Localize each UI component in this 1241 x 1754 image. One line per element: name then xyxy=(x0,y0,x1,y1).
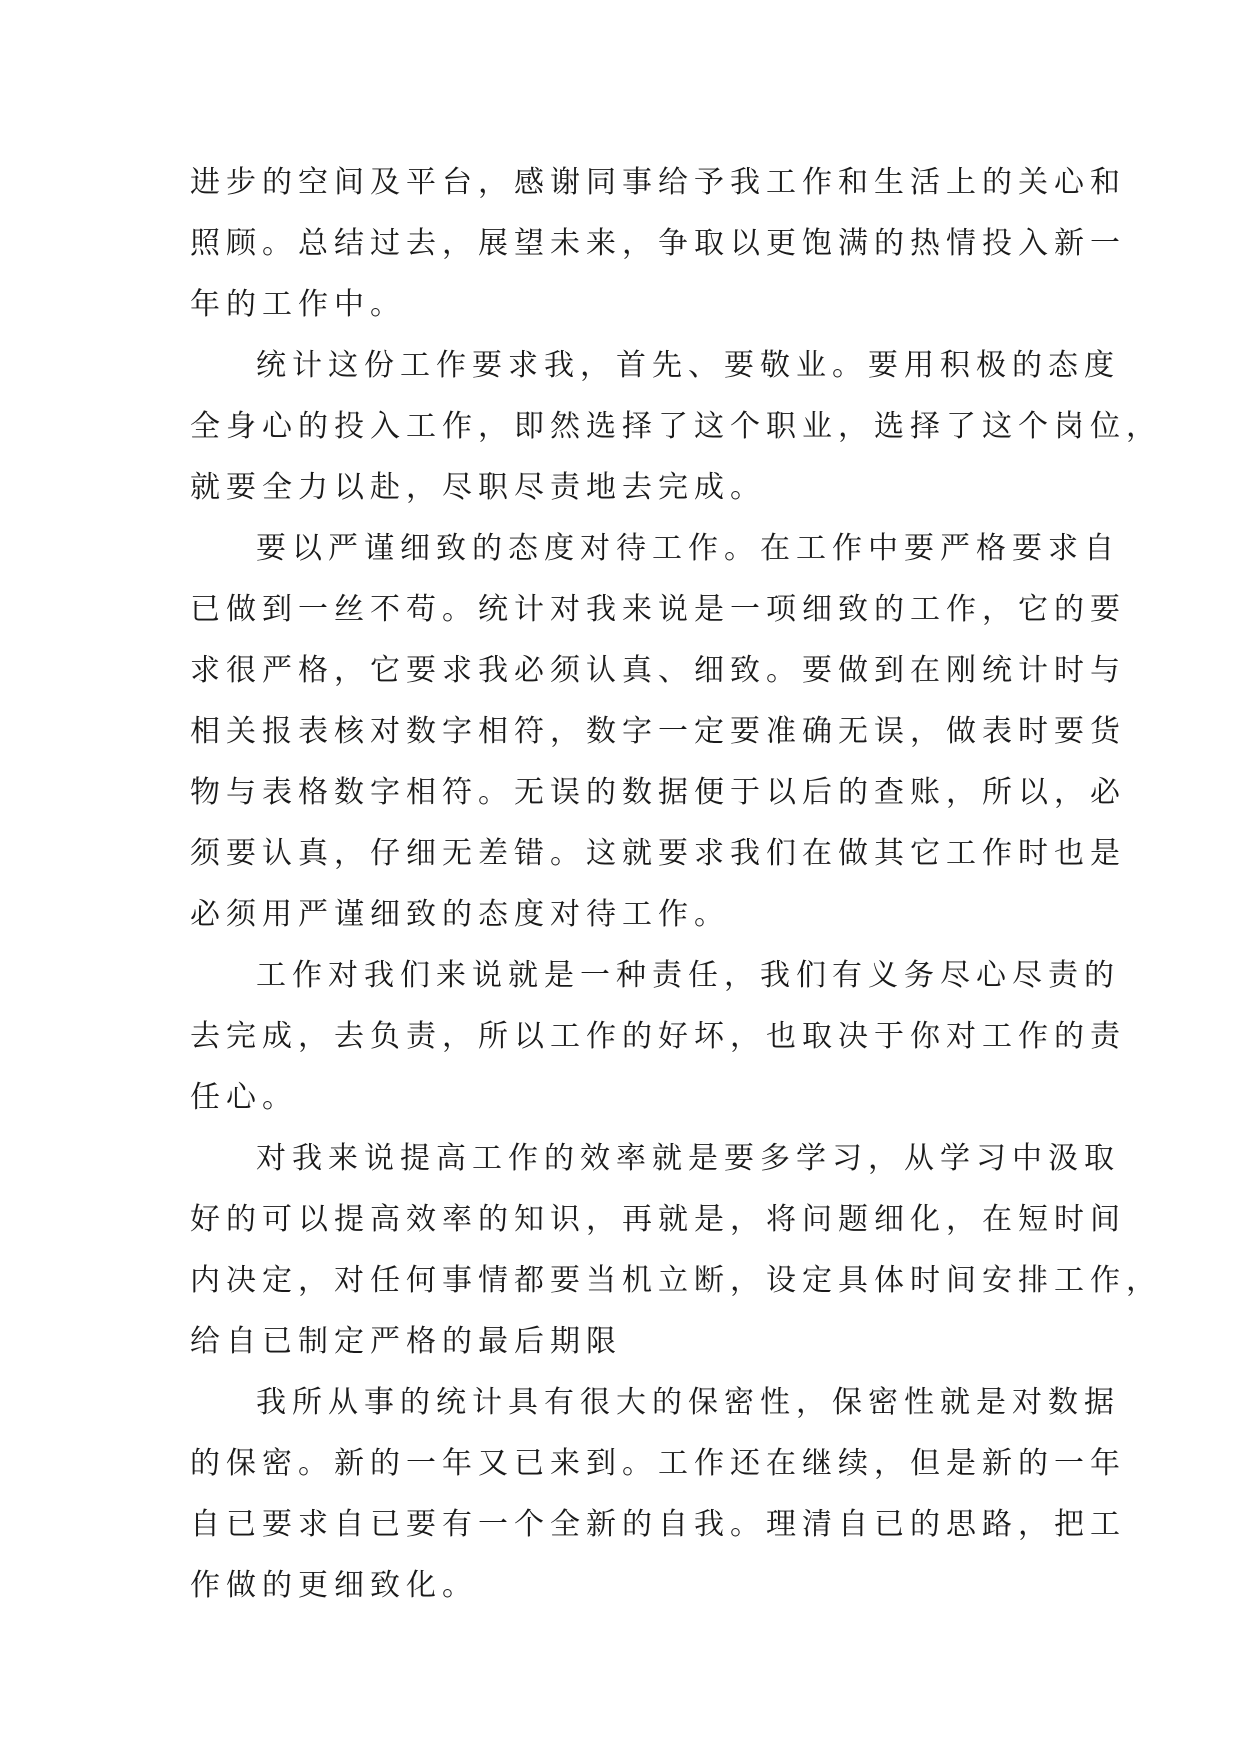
paragraph-first-line: 工作对我们来说就是一种责任，我们有义务尽心尽责的 xyxy=(256,958,1120,993)
text-line: 照顾。总结过去，展望未来，争取以更饱满的热情投入新一 xyxy=(190,226,1126,261)
paragraph-first-line: 对我来说提高工作的效率就是要多学习，从学习中汲取 xyxy=(256,1141,1120,1176)
text-line: 去完成，去负责，所以工作的好坏，也取决于你对工作的责 xyxy=(190,1019,1126,1054)
text-line: 自已要求自已要有一个全新的自我。理清自已的思路，把工 xyxy=(190,1507,1126,1542)
text-line: 就要全力以赴，尽职尽责地去完成。 xyxy=(190,470,766,505)
paragraph-first-line: 统计这份工作要求我，首先、要敬业。要用积极的态度 xyxy=(256,348,1120,383)
text-line: 全身心的投入工作，即然选择了这个职业，选择了这个岗位， xyxy=(190,409,1162,444)
paragraph-first-line: 要以严谨细致的态度对待工作。在工作中要严格要求自 xyxy=(256,531,1120,566)
text-line: 求很严格，它要求我必须认真、细致。要做到在刚统计时与 xyxy=(190,653,1126,688)
text-line: 年的工作中。 xyxy=(190,287,406,322)
text-line: 已做到一丝不苟。统计对我来说是一项细致的工作，它的要 xyxy=(190,592,1126,627)
paragraph-first-line: 我所从事的统计具有很大的保密性，保密性就是对数据 xyxy=(256,1385,1120,1420)
text-line: 物与表格数字相符。无误的数据便于以后的查账，所以，必 xyxy=(190,775,1126,810)
text-line: 必须用严谨细致的态度对待工作。 xyxy=(190,897,730,932)
text-line: 任心。 xyxy=(190,1080,298,1115)
text-line: 好的可以提高效率的知识，再就是，将问题细化，在短时间 xyxy=(190,1202,1126,1237)
text-line: 的保密。新的一年又已来到。工作还在继续，但是新的一年 xyxy=(190,1446,1126,1481)
text-line: 给自已制定严格的最后期限 xyxy=(190,1324,622,1359)
text-line: 进步的空间及平台，感谢同事给予我工作和生活上的关心和 xyxy=(190,165,1126,200)
text-line: 须要认真，仔细无差错。这就要求我们在做其它工作时也是 xyxy=(190,836,1126,871)
document-body xyxy=(190,152,1162,1616)
text-line: 作做的更细致化。 xyxy=(190,1568,478,1603)
text-line: 相关报表核对数字相符，数字一定要准确无误，做表时要货 xyxy=(190,714,1126,749)
text-line: 内决定，对任何事情都要当机立断，设定具体时间安排工作， xyxy=(190,1263,1162,1298)
